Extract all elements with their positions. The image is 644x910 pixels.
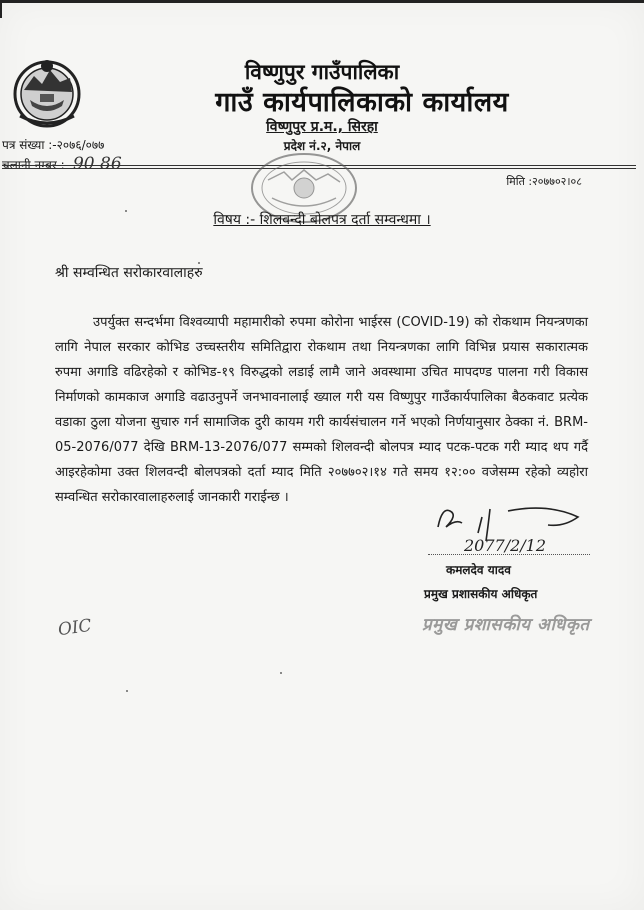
dispatch-number-label: चलानी नम्बर :-	[2, 158, 69, 172]
address-line-1: विष्णुपुर प्र.म., सिरहा	[266, 119, 378, 135]
letter-number-value: २०७६/०७७	[56, 138, 105, 152]
address-line-2: प्रदेश नं.२, नेपाल	[283, 139, 361, 153]
scan-speck	[126, 690, 128, 692]
scan-speck	[125, 210, 127, 212]
letter-number	[2, 136, 104, 153]
dispatch-number	[2, 154, 122, 174]
scan-edge-top	[0, 0, 644, 3]
handwritten-signature	[428, 497, 588, 557]
letter-number-label: पत्र संख्या :-	[2, 138, 57, 152]
salutation: श्री सम्वन्धित सरोकारवालाहरु	[55, 265, 203, 281]
scan-speck	[198, 262, 200, 264]
office-name: गाउँ कार्यपालिकाको कार्यालय	[215, 87, 509, 118]
letter-subject	[0, 210, 644, 229]
letter-date: मिति :२०७७०२।०८	[506, 175, 582, 188]
body-text: उपर्युक्त सन्दर्भमा विश्वव्यापी महामारीको रुपमा कोरोना भाईरस (COVID-19) को रोकथाम नियन्त्रणका लागि नेपाल सरकार कोभिड उच्चस्तरीय समितिद्वारा रोकथाम तथा नियन्त्रणका लागि विभिन्न प्रयास सकारात्मक रुपमा अगाडि वढिरहेको र कोभिड-१९ विरुद्धको लडाई लामै जाने अवस्थामा उचित मापदण्ड पालना गरी विकास निर्माणको कामकाज अगाडि वढाउनुपर्ने जनभावनालाई ख्याल गरी यस विष्णुपुर गाउँकार्यपालिका बैठकवाट प्रत्येक वडाका ठुला योजना सुचारु गर्न सामाजिक दुरी कायम गरी कार्यसंचालन गर्ने भएको निर्णयानुसार ठेक्का नं. BRM-05-2076/077 देखि BRM-13-2076/077 सम्मको शिलवन्दी बोलपत्र म्याद पटक-पटक गरी म्याद थप गर्दै आइरहेकोमा उक्त शिलवन्दी बोलपत्रको दर्ता म्याद मिति २०७७०२।१४ गते समय १२:०० वजेसम्म रहेको व्यहोरा सम्वन्धित सरोकारवालाहरुलाई जानकारी गराईन्छ ।	[55, 315, 588, 505]
scan-edge-left	[0, 0, 2, 18]
signer-title: प्रमुख प्रशासकीय अधिकृत	[424, 587, 538, 601]
subject-text: विषय :- शिलवन्दी बोलपत्र दर्ता सम्वन्धमा ।	[213, 212, 431, 228]
municipality-name: विष्णुपुर गाउँपालिका	[244, 60, 400, 84]
signature-line	[428, 554, 590, 555]
scan-speck	[280, 672, 282, 674]
handwritten-date: 2077/2/12	[464, 536, 547, 555]
dispatch-number-value: 90 86	[72, 154, 122, 174]
signer-name: कमलदेव यादव	[446, 563, 511, 577]
letter-body	[55, 310, 588, 510]
title-stamp: प्रमुख प्रशासकीय अधिकृत	[422, 615, 590, 635]
margin-note: OIC	[56, 615, 93, 641]
